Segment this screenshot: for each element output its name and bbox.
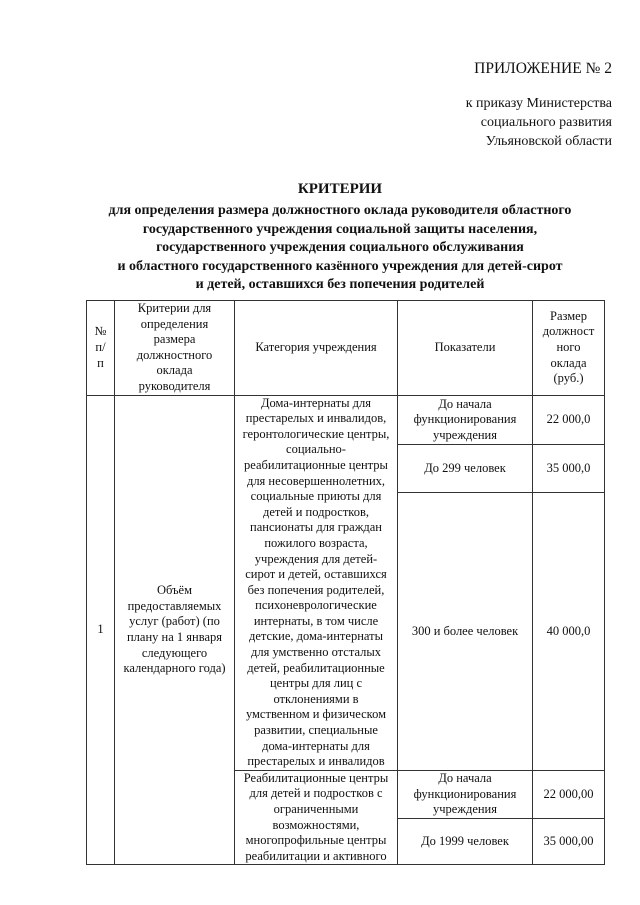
document-title: КРИТЕРИИ: [297, 181, 383, 197]
subtitle-line: государственного учреждения социального обслуживания: [156, 240, 524, 256]
document-subtitle: [40, 202, 640, 295]
subtitle-line: и детей, оставшихся без попечения родителей: [195, 277, 485, 293]
header-indicators: Показатели: [398, 301, 533, 396]
order-reference: [466, 94, 612, 151]
header-criteria: Критерии для определения размера должностного оклада руководителя: [115, 301, 235, 396]
criteria-table: [86, 300, 605, 865]
indicator-cell: 300 и более человек: [398, 493, 533, 770]
indicator-cell: До 299 человек: [398, 445, 533, 493]
subtitle-line: государственного учреждения социальной защиты населения,: [142, 221, 538, 237]
indicator-cell: До начала функционирования учреждения: [398, 395, 533, 445]
order-line: Ульяновской области: [485, 134, 612, 149]
appendix-label: ПРИЛОЖЕНИЕ № 2: [474, 60, 612, 77]
header-category: Категория учреждения: [235, 301, 398, 396]
indicator-cell: До 1999 человек: [398, 818, 533, 864]
criterion-cell: Объём предоставляемых услуг (работ) (по плану на 1 января следующего календарного года): [115, 395, 235, 865]
subtitle-line: для определения размера должностного оклада руководителя областного: [108, 203, 572, 218]
row-number: 1: [87, 395, 115, 865]
salary-cell: 22 000,0: [533, 395, 605, 445]
category-cell: Реабилитационные центры для детей и подростков с ограниченными возможностями, многопрофильные центры реабилитации и активного: [235, 770, 398, 865]
salary-cell: 40 000,0: [533, 493, 605, 770]
salary-cell: 35 000,0: [533, 445, 605, 493]
category-cell: Дома-интернаты для престарелых и инвалидов, геронтологические центры, социально- реабилитационные центры для несовершеннолетних, социальные приюты для детей и подростков, пансионаты для граждан пожилого возраста, учреждения для детей- сирот и детей, оставшихся без попечения родителей, психоневрологические интернаты, в том числе детские, дома-интернаты для умственно отсталых детей, реабилитационные центры для лиц с отклонениями в умственном и физическом развитии, специальные дома-интернаты для престарелых и инвалидов: [235, 395, 398, 770]
header-salary: Размер должност ного оклада (руб.): [533, 301, 605, 396]
table-header-row: [87, 301, 605, 396]
order-line: социального развития: [480, 115, 612, 130]
salary-cell: 22 000,00: [533, 770, 605, 818]
indicator-cell: До начала функционирования учреждения: [398, 770, 533, 818]
order-line: к приказу Министерства: [465, 96, 612, 111]
header-number: № п/ п: [87, 301, 115, 396]
table-row: [87, 395, 605, 445]
salary-cell: 35 000,00: [533, 818, 605, 864]
subtitle-line: и областного государственного казённого учреждения для детей-сирот: [117, 258, 563, 274]
